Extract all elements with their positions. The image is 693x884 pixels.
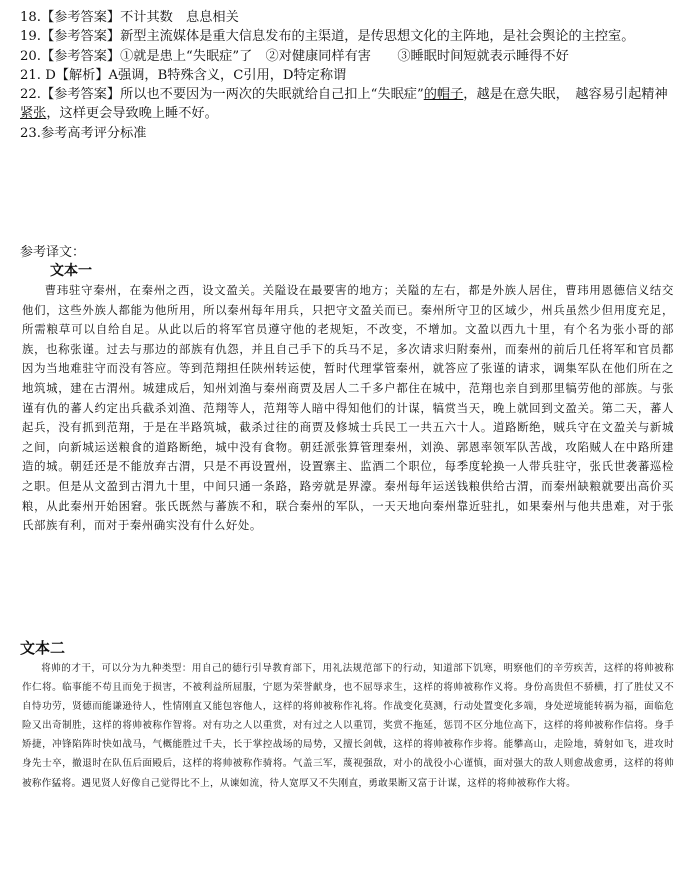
answer-number: 23. [20, 125, 41, 141]
answer-text: 参考高考评分标准 [40, 125, 147, 141]
answer-number: 21. [20, 67, 41, 83]
answer-text: ，越是在意失眠， 越容易引起精神 [463, 87, 668, 103]
answer-21 [20, 66, 672, 85]
answer-text: 【参考答案】①就是患上“失眠症”了 ②对健康同样有害 ③睡眠时间短就表示睡得不好 [40, 48, 569, 64]
answer-text: 【参考答案】新型主流媒体是重大信息发布的主渠道，是传思想文化的主阵地，是社会舆论的主控室。 [40, 29, 635, 45]
text1-title: 文本一 [50, 263, 92, 279]
text1-body: 曹玮驻守秦州，在秦州之西，设文盈关。关隘设在最要害的地方；关隘的左右，都是外族人居住，曹玮用恩德信义结交他们，这些外族人都能为他所用，所以秦州每年用兵，只把守文盈关而已。秦州所守卫的区域少，州兵虽然少但用度充足，所需粮草可以自给自足。从此以后的将军官员遵守他的老规矩，不改变，不增加。文盈以西九十里，有个名为张小哥的部族，也称张谨。过去与那边的部族有仇怨，并且自己手下的兵马不足，多次请求归附秦州，而秦州的前后几任将军和官员都因为当地难驻守而没有答应。等到范翔担任陕州转运使，暂时代理掌管秦州，就答应了张谨的请求，调集军队在他们所在之地筑城，建在古渭州。城建成后，知州刘渔与秦州商贾及居人二千多户都住在城中，范翔也亲自到那里犒劳他的部族。与张谨有仇的蕃人约定出兵截杀刘渔、范翔等人，范翔等人暗中得知他们的计谋，犒赏当天，晚上就回到文盈关。第二天，蕃人起兵，没有抓到范翔，于是在半路筑城，截杀过往的商贾及修城士兵民工一共五六十人。道路断绝，贼兵守在文盈关与新城之间，向新城运送粮食的道路断绝，城中没有食物。朝廷派张算管理秦州，刘涣、郭恩率领军队苦战，攻陷贼人在中路所建造的城。朝廷还是不能放弃古渭，只是不再设置州，设置寨主、监酒二个职位，每季度轮换一人带兵驻守，张氏世袭蕃巡检之职。但是从文盈到古渭九十里，中间只通一条路，路旁就是界濠。秦州每年运送钱粮供给古渭，而秦州缺粮就要出高价买粮，从此秦州开始困窘。张氏既然与蕃族不和，联合秦州的军队，一天天地向秦州靠近驻扎，如果秦州与他共患难，对于张氏部族有利，而对于秦州确实没有什么好处。 [22, 283, 674, 533]
answer-22 [20, 85, 672, 124]
answer-text: ，这样更会导致晚上睡不好。 [46, 106, 218, 122]
text2-title: 文本二 [20, 639, 66, 657]
translation-heading: 参考译文： [20, 245, 86, 260]
answer-number: 22. [20, 87, 41, 103]
answer-23 [20, 124, 672, 143]
answer-20 [20, 47, 672, 66]
answer-number: 20. [20, 48, 41, 64]
answer-number: 19. [20, 29, 41, 45]
underlined-phrase: 的帽子 [423, 87, 464, 103]
answer-18 [20, 8, 672, 27]
text2-body: 将帅的才干，可以分为九种类型：用自己的德行引导教育部下，用礼法规范部下的行动，知道部下饥寒，明察他们的辛劳疾苦，这样的将帅被称作仁将。临事能不苟且而免于损害，不被利益所屈服，宁愿为荣誉献身，也不屈辱求生，这样的将帅被称作义将。身份高贵但不骄横，打了胜仗又不自恃功劳，贤德而能谦逊待人，性情刚直又能包容他人，这样的将帅被称作礼将。作战变化莫测，行动处置变化多端，身处逆境能转祸为福，面临危险又出奇制胜，这样的将帅被称作智将。对有功之人以重赏，对有过之人以重罚，奖赏不拖延，惩罚不区分地位高下，这样的将帅被称作信将。身手矫捷，冲锋陷阵时快如战马，气概能胜过千夫，长于掌控战场的局势，又擅长剑戟，这样的将帅被称作步将。能攀高山，走险地，骑射如飞，进攻时身先士卒，撤退时在队伍后面殿后，这样的将帅被称作骑将。气盖三军，蔑视强敌，对小的战役小心谨慎，面对强大的敌人则愈战愈勇，这样的将帅被称作猛将。遇见贤人好像自己觉得比不上，从谏如流，待人宽厚又不失刚直，勇敢果断又富于计谋，这样的将帅被称作大将。 [22, 663, 674, 789]
answer-19 [20, 27, 672, 46]
answer-text: D【解析】A强调，B特殊含义，C引用，D特定称谓 [45, 67, 347, 83]
answer-list [20, 8, 672, 143]
underlined-phrase: 紧张 [20, 106, 47, 122]
answer-text: 【参考答案】所以也不要因为一两次的失眠就给自己扣上“失眠症” [40, 87, 424, 103]
answer-number: 18. [20, 10, 41, 25]
answer-text: 【参考答案】不计其数 息息相关 [40, 10, 239, 25]
